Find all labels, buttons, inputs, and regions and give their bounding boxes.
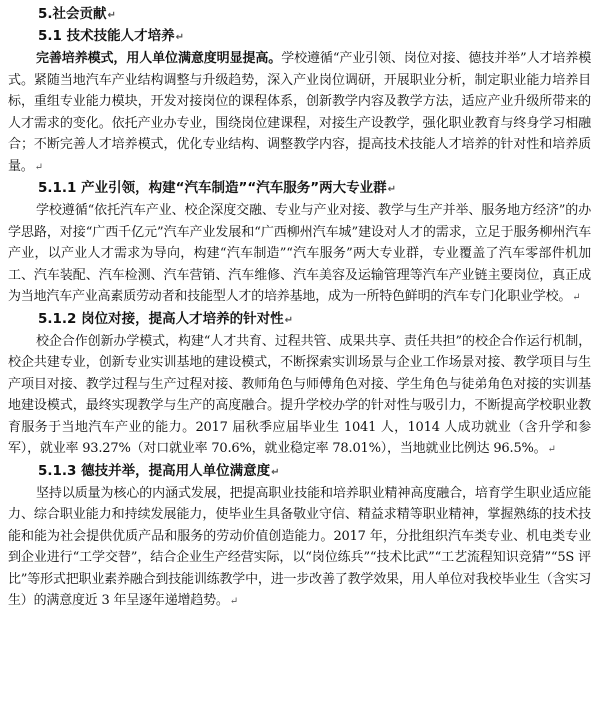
paragraph-mark-icon: ↵ — [284, 314, 294, 326]
subsection-5-1-body: 学校遵循“产业引领、岗位对接、德技并举”人才培养模式。紧随当地汽车产业结构调整与升级趋势，深入产业岗位调研，开展职业分析，制定职业能力培养目标，重组专业能力模块，开发对接岗位的课程体系，创新教学内容及教学方法，适应产业升级所带来的人才需求的变化。依托产业办专业，围绕岗位建课程，对接生产设教学，强化职业教育与终身学习相融合；不断完善人才培养模式，优化专业结构、调整教学内容，提高技术技能人才培养的针对性和培养质量。 — [8, 51, 592, 174]
paragraph-mark-icon: ↵ — [572, 292, 581, 303]
subsection-5-1-1-title — [38, 178, 591, 200]
paragraph-mark-icon: ↵ — [34, 161, 43, 173]
paragraph-mark-icon: ↵ — [229, 596, 238, 607]
paragraph-mark-icon: ↵ — [387, 184, 397, 195]
subsection-5-1-2-title-text: 5.1.2 岗位对接，提高人才培养的针对性 — [38, 310, 284, 327]
paragraph-mark-icon: ↵ — [175, 32, 185, 43]
subsection-5-1-lead: 完善培养模式，用人单位满意度明显提高。 — [36, 51, 282, 66]
paragraph-mark-icon: ↵ — [107, 10, 116, 21]
subsection-5-1-2-title — [38, 309, 591, 331]
subsection-5-1-title-text: 5.1 技术技能人才培养 — [38, 28, 175, 44]
subsection-5-1-2-body: 校企合作创新办学模式，构建“人才共育、过程共管、成果共享、责任共担”的校企合作运行机制，校企共建专业，创新专业实训基地的建设模式，不断探索实训场景与企业工作场景对接、教学项目与生产项目对接、教学过程与生产过程对接、教师角色与师傅角色对接、学生角色与徒弟角色对接的实训基地建设模式，最终实现教学与生产的高度融合。提升学校办学的针对性与吸引力，不断提高学校职业教育服务于当地汽车产业的能力。2017 届秋季应届毕业生 1041 人，1014 人成功就业（含升学和参军），就业率 93.27%（对口就业率 70.6%，就业稳定率 78.01%），当地就业比例达 96.5%。 — [8, 333, 591, 456]
section-title — [38, 4, 591, 26]
subsection-5-1-3-title — [38, 461, 591, 483]
subsection-5-1-title — [38, 26, 591, 48]
subsection-5-1-3-paragraph — [8, 483, 591, 613]
subsection-5-1-3-body: 坚持以质量为核心的内涵式发展，把提高职业技能和培养职业精神高度融合，培育学生职业适应能力、综合职业能力和持续发展能力，使毕业生具备敬业守信、精益求精等职业精神，掌握熟练的技术技能和能为社会提供优质产品和服务的劳动价值创造能力。2017 年，分批组织汽车类专业、机电类专业到企业进行“工学交替”，结合企业生产经营实际，以“岗位练兵”“技术比武”“工艺流程知识竞猜”“5S 评比”等形式把职业素养融合到技能训练教学中，进一步改善了教学效果，用人单位对我校毕业生（含实习生）的满意度近 3 年呈逐年递增趋势。 — [8, 485, 591, 608]
section-title-text: 5.社会贡献 — [38, 6, 107, 22]
subsection-5-1-2-paragraph — [8, 331, 591, 461]
subsection-5-1-paragraph — [8, 48, 591, 178]
paragraph-mark-icon: ↵ — [271, 466, 280, 478]
subsection-5-1-1-title-text: 5.1.1 产业引领，构建“汽车制造”“汽车服务”两大专业群 — [38, 180, 387, 196]
subsection-5-1-3-title-text: 5.1.3 德技并举，提高用人单位满意度 — [38, 462, 271, 479]
subsection-5-1-1-body: 学校遵循“依托汽车产业、校企深度交融、专业与产业对接、教学与生产并举、服务地方经济”的办学思路，对接“广西千亿元”汽车产业发展和“广西柳州汽车城”建设对人才的需求，立足于服务柳州汽车产业，以产业人才需求为导向，构建“汽车制造”“汽车服务”两大专业群，专业覆盖了汽车零部件机加工、汽车装配、汽车检测、汽车营销、汽车维修、汽车美容及运输管理等汽车产业链主要岗位，真正成为当地汽车产业高素质劳动者和技能型人才的培养基地，成为一所特色鲜明的汽车专门化职业学校。 — [8, 203, 591, 304]
paragraph-mark-icon: ↵ — [547, 444, 556, 455]
subsection-5-1-1-paragraph — [8, 200, 591, 309]
